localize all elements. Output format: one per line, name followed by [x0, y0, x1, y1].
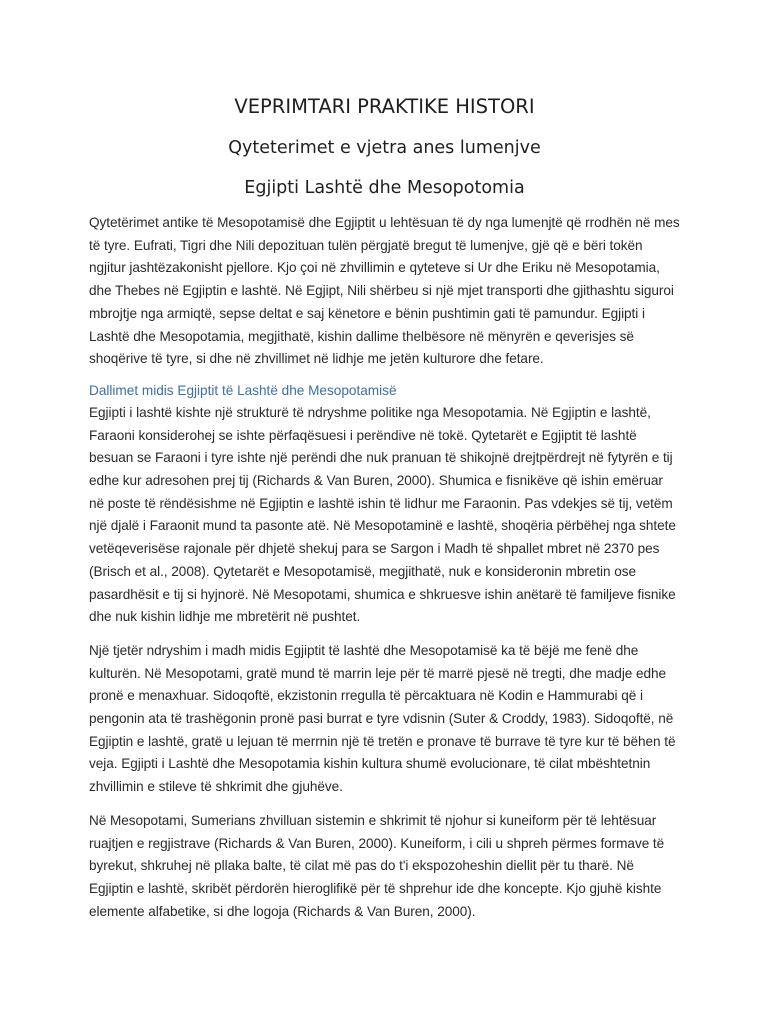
document-subtitle-2: Egjipti Lashtë dhe Mesopotomia: [244, 178, 525, 198]
paragraph-politics: Egjipti i lashtë kishte një strukturë të ndryshme politike nga Mesopotamia. Në Egjiptin e lashtë, Faraoni konsiderohej se ishte përfaqësuesi i perëndive në tokë. Qytetarët e Egjiptit të lashtë besuan se Faraoni i tyre ishte një perëndi dhe nuk pranuan të shikojnë drejtpërdrejt në fytyrën e tij edhe kur adresohen prej tij (Richards & Van Buren, 2000). Shumica e fisnikëve që ishin emëruar në poste të rëndësishme në Egjiptin e lashtë ishin të lidhur me Faraonin. Pas vdekjes së tij, vetëm një djalë i Faraonit mund ta pasonte atë. Në Mesopotaminë e lashtë, shoqëria përbëhej nga shtete vetëqeverisëse rajonale për dhjetë shekuj para se Sargon i Madh të shpallet mbret në 2370 pes (Brisch et al., 2008). Qytetarët e Mesopotamisë, megjithatë, nuk e konsideronin mbretin ose pasardhësit e tij si hyjnorë. Në Mesopotami, shumica e shkruesve ishin anëtarë të familjeve fisnike dhe nuk kishin lidhje me mbretërit në pushtet.: [89, 404, 676, 625]
document-subtitle: Qyteterimet e vjetra anes lumenjve: [228, 138, 541, 158]
document-title: VEPRIMTARI PRAKTIKE HISTORI: [234, 95, 535, 118]
section-heading: Dallimet midis Egjiptit të Lashtë dhe Mesopotamisë: [89, 382, 397, 398]
paragraph-culture: Një tjetër ndryshim i madh midis Egjiptit të lashtë dhe Mesopotamisë ka të bëjë me fenë dhe kulturën. Në Mesopotami, gratë mund të marrin leje për të marrë pjesë në tregti, dhe madje edhe pronë e menaxhuar. Sidoqoftë, ekzistonin rregulla të përcaktuara në Kodin e Hammurabi që i pengonin ata të trashëgonin pronë pasi burrat e tyre vdisnin (Suter & Croddy, 1983). Sidoqoftë, në Egjiptin e lashtë, gratë u lejuan të merrnin një të tretën e pronave të burrave të tyre kur të bëhen të veja. Egjipti i Lashtë dhe Mesopotamia kishin kultura shumë evolucionare, të cilat mbështetnin zhvillimin e stileve të shkrimit dhe gjuhëve.: [89, 642, 676, 795]
paragraph-intro: Qytetërimet antike të Mesopotamisë dhe Egjiptit u lehtësuan të dy nga lumenjtë që rrodhën në mes të tyre. Eufrati, Tigri dhe Nili depozituan tulën përgjatë bregut të lumenjve, gjë që e bëri tokën ngjitur jashtëzakonisht pjellore. Kjo çoi në zhvillimin e qyteteve si Ur dhe Eriku në Mesopotamia, dhe Thebes në Egjiptin e lashtë. Në Egjipt, Nili shërbeu si një mjet transporti dhe gjithashtu siguroi mbrojtje nga armiqtë, sepse deltat e saj kënetore e bënin pushtimin gati të pamundur. Egjipti i Lashtë dhe Mesopotamia, megjithatë, kishin dallime thelbësore në mënyrën e qeverisjes së shoqërive të tyre, si dhe në zhvillimet në lidhje me jetën kulturore dhe fetare.: [89, 215, 680, 367]
paragraph-writing: Në Mesopotami, Sumerians zhvilluan sistemin e shkrimit të njohur si kuneiform për të lehtësuar ruajtjen e regjistrave (Richards & Van Buren, 2000). Kuneiform, i cili u shpreh përmes formave të byrekut, shkruhej në pllaka balte, të cilat më pas do t'i ekspozoheshin diellit për tu tharë. Në Egjiptin e lashtë, skribët përdorën hieroglifikë për të shprehur ide dhe koncepte. Kjo gjuhë kishte elemente alfabetike, si dhe logoja (Richards & Van Buren, 2000).: [89, 812, 665, 919]
